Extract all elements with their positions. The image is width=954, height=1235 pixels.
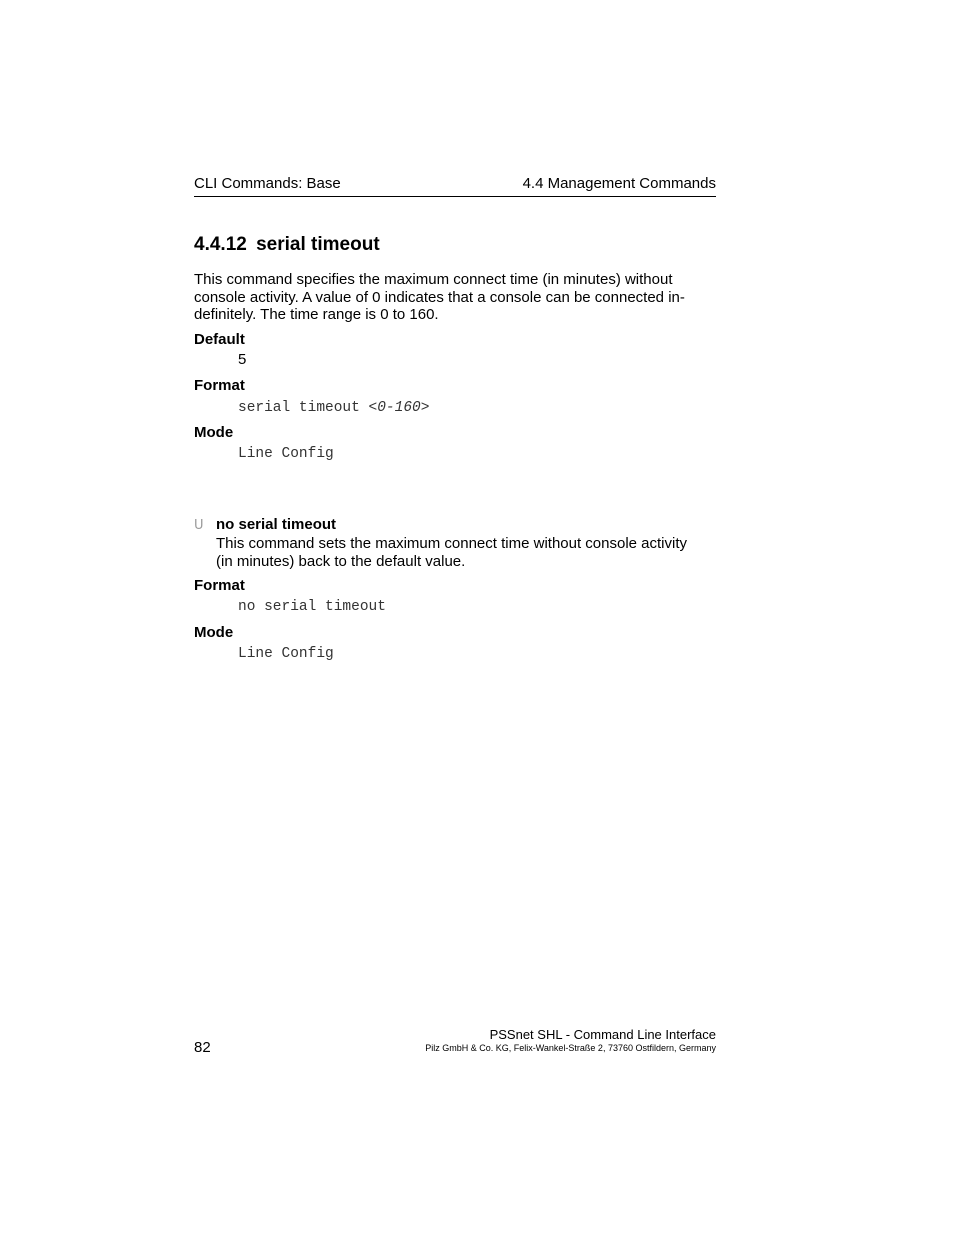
command-text: serial timeout < bbox=[238, 400, 378, 416]
footer-address: Pilz GmbH & Co. KG, Felix-Wankel-Straße 2, 73760 Ostfildern, Germany bbox=[425, 1043, 716, 1053]
format-command bbox=[238, 399, 429, 417]
subcommand-description bbox=[216, 535, 716, 570]
subcommand-format-command: no serial timeout bbox=[238, 599, 386, 615]
default-label: Default bbox=[194, 331, 245, 348]
mode-value: Line Config bbox=[238, 446, 334, 462]
header-divider bbox=[194, 196, 716, 197]
section-heading bbox=[194, 233, 380, 257]
format-label: Format bbox=[194, 377, 245, 394]
command-close: > bbox=[420, 400, 430, 416]
description-line: definitely. The time range is 0 to 160. bbox=[194, 306, 439, 323]
subcommand-title: no serial timeout bbox=[216, 516, 337, 533]
command-argument: 0-160 bbox=[377, 400, 421, 416]
bullet-icon: U bbox=[194, 518, 204, 533]
section-description bbox=[194, 271, 716, 324]
mode-label: Mode bbox=[194, 424, 234, 441]
subcommand-format-label: Format bbox=[194, 577, 245, 594]
running-header-right: 4.4 Management Commands bbox=[522, 175, 716, 192]
description-line: (in minutes) back to the default value. bbox=[216, 552, 466, 570]
description-line: This command specifies the maximum connect time (in minutes) without bbox=[194, 271, 673, 288]
description-line: console activity. A value of 0 indicates that a console can be connected in- bbox=[194, 288, 685, 306]
subcommand-mode-label: Mode bbox=[194, 624, 234, 641]
section-title: serial timeout bbox=[256, 234, 380, 255]
footer-doc-title: PSSnet SHL - Command Line Interface bbox=[489, 1027, 716, 1042]
page-number: 82 bbox=[194, 1039, 211, 1056]
default-value: 5 bbox=[238, 351, 247, 368]
section-number: 4.4.12 bbox=[194, 234, 247, 255]
description-line: This command sets the maximum connect time without console activity bbox=[216, 535, 688, 552]
subcommand-mode-value: Line Config bbox=[238, 646, 334, 662]
running-header-left: CLI Commands: Base bbox=[194, 175, 341, 192]
